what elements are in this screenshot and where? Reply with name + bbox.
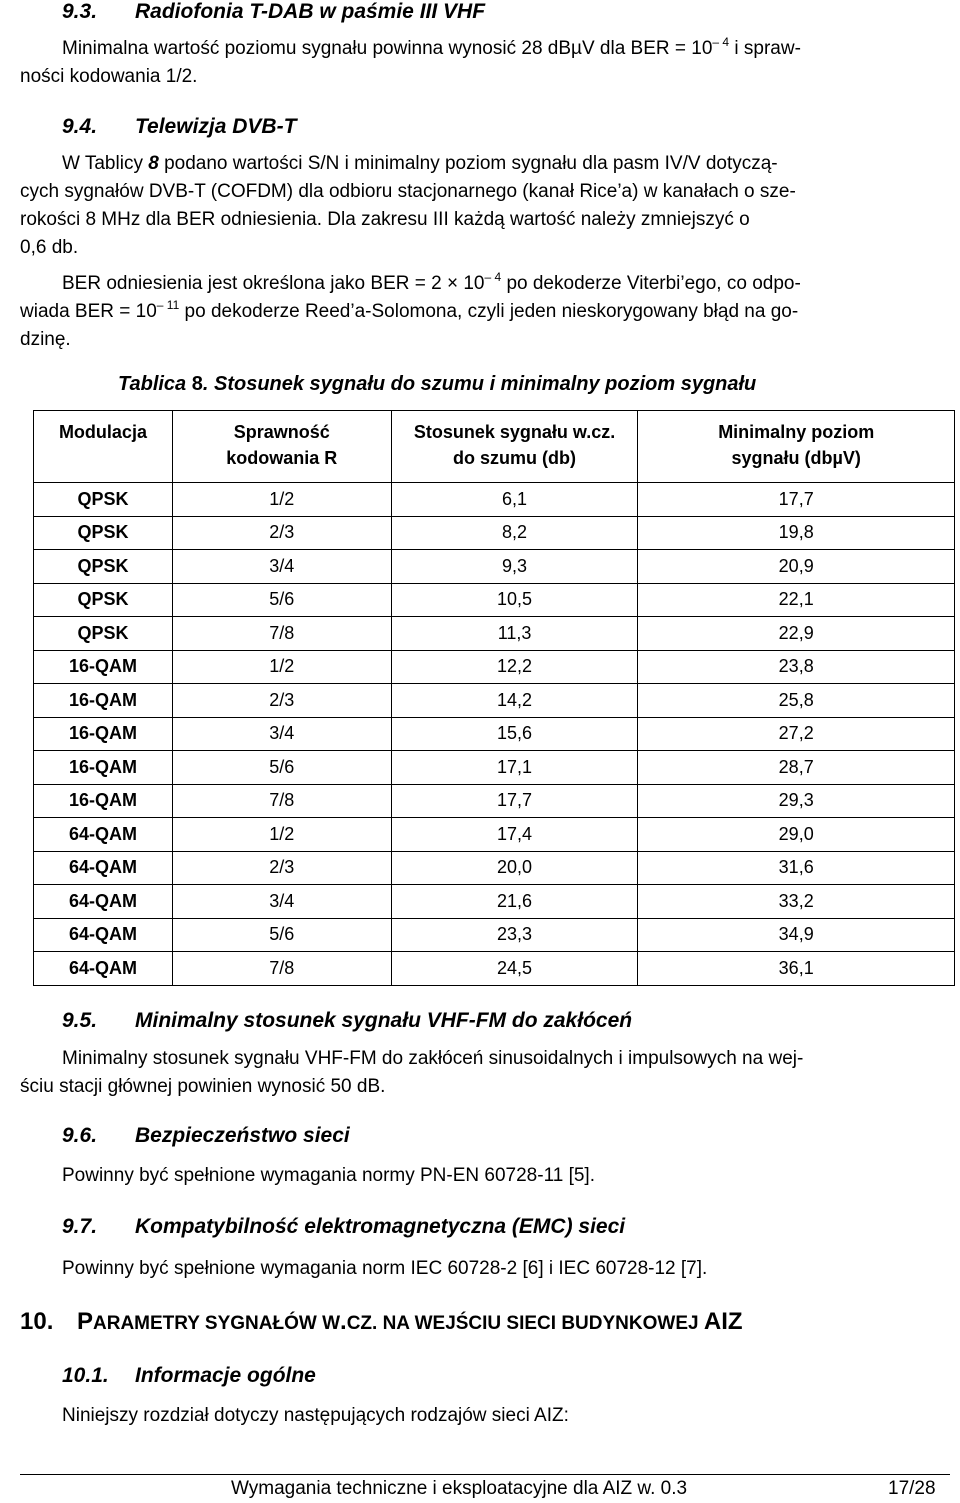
- p2-line2: [20, 298, 798, 327]
- table-row: [34, 650, 955, 684]
- p2-line1: [62, 270, 801, 299]
- cell-rate: 5/6: [172, 583, 391, 617]
- cell-snr: 10,5: [391, 583, 638, 617]
- paragraph-9-3: [62, 35, 952, 64]
- table-row: [34, 550, 955, 584]
- text: .: [340, 1308, 347, 1335]
- section-number: 10.1.: [62, 1364, 109, 1387]
- cell-modulation: 16-QAM: [34, 684, 173, 718]
- section-number: 9.4.: [62, 115, 98, 138]
- cell-modulation: QPSK: [34, 550, 173, 584]
- p101-line1: Niniejszy rozdział dotyczy następujących rodzajów sieci AIZ:: [62, 1405, 569, 1426]
- p97-line1: Powinny być spełnione wymagania norm IEC 60728-2 [6] i IEC 60728-12 [7].: [62, 1258, 708, 1279]
- cell-rate: 7/8: [172, 617, 391, 651]
- text: P: [77, 1308, 94, 1335]
- table-row: [34, 784, 955, 818]
- table-caption: [118, 373, 756, 396]
- text: Modulacja: [58, 422, 147, 442]
- section-title: Telewizja DVB-T: [135, 115, 297, 138]
- cell-snr: 15,6: [391, 717, 638, 751]
- section-title: Radiofonia T-DAB w paśmie III VHF: [135, 0, 486, 23]
- cell-snr: 17,7: [391, 784, 638, 818]
- text: kodowania R: [226, 448, 338, 468]
- text: [226, 448, 337, 468]
- text: sygnału (dbµV): [731, 448, 861, 468]
- cell-rate: 7/8: [172, 952, 391, 986]
- cell-modulation: QPSK: [34, 617, 173, 651]
- table-row: [34, 483, 955, 517]
- page-number: 17/28: [888, 1478, 936, 1499]
- cell-rate: 5/6: [172, 918, 391, 952]
- footer-divider: [20, 1474, 950, 1475]
- cell-level: 36,1: [638, 952, 955, 986]
- header-modulation: [34, 411, 173, 483]
- table-row: [34, 583, 955, 617]
- table-row: [34, 617, 955, 651]
- table-row: [34, 851, 955, 885]
- cell-level: 25,8: [638, 684, 955, 718]
- table-row: [34, 818, 955, 852]
- cell-rate: 1/2: [172, 818, 391, 852]
- table-row: [34, 717, 955, 751]
- p95-line1: Minimalny stosunek sygnału VHF-FM do zakłóceń sinusoidalnych i impulsowych na wej-: [62, 1048, 804, 1069]
- section-number: 9.7.: [62, 1215, 98, 1238]
- cell-rate: 2/3: [172, 516, 391, 550]
- cell-level: 20,9: [638, 550, 955, 584]
- header-level: [638, 411, 955, 483]
- cell-snr: 14,2: [391, 684, 638, 718]
- p96-line1: Powinny być spełnione wymagania normy PN-EN 60728-11 [5].: [62, 1165, 595, 1186]
- p2-line3: dzinę.: [20, 329, 71, 350]
- text: W Tablicy: [62, 153, 149, 174]
- exponent: – 4: [484, 270, 502, 284]
- text: po dekoderze Viterbi’ego, co odpo-: [501, 273, 801, 294]
- cell-rate: 1/2: [172, 483, 391, 517]
- cell-snr: 8,2: [391, 516, 638, 550]
- paragraph-9-3-cont: ności kodowania 1/2.: [20, 66, 198, 87]
- table-row: [34, 885, 955, 919]
- text: . NA WEJŚCIU SIECI BUDYNKOWEJ: [372, 1313, 704, 1334]
- cell-snr: 9,3: [391, 550, 638, 584]
- table-row: [34, 952, 955, 986]
- section-title: Informacje ogólne: [135, 1364, 316, 1387]
- text: CZ: [346, 1313, 373, 1334]
- cell-level: 33,2: [638, 885, 955, 919]
- cell-snr: 6,1: [391, 483, 638, 517]
- heading-9-4: [62, 115, 296, 139]
- table-row: [34, 516, 955, 550]
- table-row: [34, 751, 955, 785]
- section-number: 9.5.: [62, 1009, 98, 1032]
- exponent: – 4: [712, 35, 730, 49]
- text: Sprawność: [233, 422, 330, 442]
- section-title: Bezpieczeństwo sieci: [135, 1124, 350, 1147]
- cell-modulation: 16-QAM: [34, 650, 173, 684]
- cell-modulation: 64-QAM: [34, 851, 173, 885]
- text: i spraw-: [729, 38, 801, 59]
- cell-rate: 3/4: [172, 550, 391, 584]
- text: po dekoderze Reed’a-Solomona, czyli jeden nieskorygowany błąd na go-: [179, 301, 799, 322]
- text: Stosunek sygnału w.cz.: [413, 422, 616, 442]
- exponent: – 11: [156, 298, 180, 312]
- cell-rate: 2/3: [172, 851, 391, 885]
- cell-snr: 20,0: [391, 851, 638, 885]
- header-snr: [391, 411, 638, 483]
- header-rate: [172, 411, 391, 483]
- section-title: Minimalny stosunek sygnału VHF-FM do zakłóceń: [135, 1009, 633, 1032]
- cell-rate: 5/6: [172, 751, 391, 785]
- cell-level: 27,2: [638, 717, 955, 751]
- cell-modulation: QPSK: [34, 516, 173, 550]
- heading-10: [20, 1308, 743, 1336]
- cell-modulation: 16-QAM: [34, 751, 173, 785]
- cell-level: 22,9: [638, 617, 955, 651]
- cell-rate: 3/4: [172, 885, 391, 919]
- cell-level: 31,6: [638, 851, 955, 885]
- text: wiada BER = 10: [20, 301, 157, 322]
- footer-title: Wymagania techniczne i eksploatacyjne dla AIZ w. 0.3: [231, 1478, 688, 1499]
- heading-9-6: [62, 1124, 350, 1148]
- p1-line2: cych sygnałów DVB-T (COFDM) dla odbioru stacjonarnego (kanał Rice’a) w kanałach o sze-: [20, 181, 796, 202]
- cell-level: 28,7: [638, 751, 955, 785]
- cell-level: 34,9: [638, 918, 955, 952]
- text: Minimalny poziom: [718, 422, 875, 442]
- cell-snr: 11,3: [391, 617, 638, 651]
- cell-rate: 7/8: [172, 784, 391, 818]
- cell-level: 22,1: [638, 583, 955, 617]
- cell-snr: 17,4: [391, 818, 638, 852]
- cell-modulation: 16-QAM: [34, 717, 173, 751]
- heading-9-7: [62, 1215, 625, 1239]
- cell-modulation: 64-QAM: [34, 918, 173, 952]
- heading-9-3: [62, 0, 485, 24]
- cell-rate: 1/2: [172, 650, 391, 684]
- chapter-number: 10.: [20, 1308, 54, 1335]
- cell-modulation: 64-QAM: [34, 952, 173, 986]
- heading-9-5: [62, 1009, 632, 1033]
- cell-rate: 2/3: [172, 684, 391, 718]
- text: . Stosunek sygnału do szumu i minimalny poziom sygnału: [202, 373, 757, 395]
- cell-level: 19,8: [638, 516, 955, 550]
- cell-level: 23,8: [638, 650, 955, 684]
- table-header-row: [34, 411, 955, 483]
- cell-modulation: QPSK: [34, 483, 173, 517]
- p1-line1: [62, 150, 778, 179]
- cell-snr: 23,3: [391, 918, 638, 952]
- p1-line3: rokości 8 MHz dla BER odniesienia. Dla zakresu III każdą wartość należy zmniejszyć o: [20, 209, 750, 230]
- cell-snr: 24,5: [391, 952, 638, 986]
- cell-level: 17,7: [638, 483, 955, 517]
- table-row: [34, 684, 955, 718]
- table-row: [34, 918, 955, 952]
- cell-snr: 21,6: [391, 885, 638, 919]
- cell-modulation: 64-QAM: [34, 818, 173, 852]
- cell-level: 29,3: [638, 784, 955, 818]
- caption-number: 8: [191, 373, 203, 395]
- cell-modulation: QPSK: [34, 583, 173, 617]
- cell-snr: 17,1: [391, 751, 638, 785]
- text: Minimalna wartość poziomu sygnału powinna wynosić 28 dBµV dla BER = 10: [62, 38, 713, 59]
- text: BER odniesienia jest określona jako BER = 2 × 10: [62, 273, 485, 294]
- cell-level: 29,0: [638, 818, 955, 852]
- p1-line4: 0,6 db.: [20, 237, 79, 258]
- p95-line2: ściu stacji głównej powinien wynosić 50 dB.: [20, 1076, 386, 1097]
- signal-table: [33, 410, 955, 986]
- text: Tablica: [118, 373, 192, 395]
- heading-10-1: [62, 1364, 316, 1388]
- text: AIZ: [703, 1308, 743, 1335]
- section-number: 9.6.: [62, 1124, 98, 1147]
- text: do szumu (db): [453, 448, 577, 468]
- cell-snr: 12,2: [391, 650, 638, 684]
- text: podano wartości S/N i minimalny poziom sygnału dla pasm IV/V dotyczą-: [158, 153, 778, 174]
- section-title: Kompatybilność elektromagnetyczna (EMC) sieci: [135, 1215, 626, 1238]
- cell-rate: 3/4: [172, 717, 391, 751]
- table-ref-link[interactable]: 8: [148, 153, 159, 174]
- text: ARAMETRY SYGNAŁÓW W: [93, 1313, 341, 1334]
- cell-modulation: 16-QAM: [34, 784, 173, 818]
- section-number: 9.3.: [62, 0, 98, 23]
- cell-modulation: 64-QAM: [34, 885, 173, 919]
